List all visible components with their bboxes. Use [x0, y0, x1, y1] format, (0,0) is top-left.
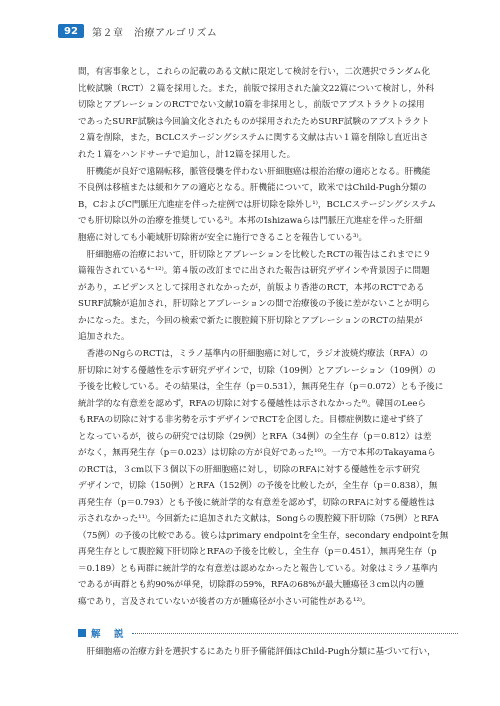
paragraph-2: 肝機能が良好で遠隔転移，脈管侵襲を伴わない肝細胞癌は根治治療の適応となる。肝機能 不良例は移植または緩和ケアの適応となる。肝機能について，欧米ではChild-Pugh分類の B，CおよびC門脈圧亢進症を伴った症例では肝切除を除外し¹⁾，BCLCステージングシステム でも肝切除以外の治療を推奨している²⁾。本邦のIshizawaらは門脈圧亢進症を伴った肝細 胞癌に対しても小範域肝切除術が安全に施行できることを報告している³⁾。 — [78, 166, 437, 243]
square-bullet-icon — [78, 629, 86, 637]
explanation-first-line: 肝細胞癌の治療方針を選択するにあたり肝予備能評価はChild-Pugh分類に基づいて行い， — [86, 647, 436, 657]
paragraph-3: 肝細胞癌の治療において，肝切除とアブレーションを比較したRCTの報告はこれまでに９ 篇報告されている⁴⁻¹²⁾。第４版の改訂までに出された報告は研究デザインや背景因子に問題 があり，エビデンスとして採用されなかったが，前版より香港のRCT，本邦のRCTである SURF試験が追加され，肝切除とアブレーションの間で治療後の予後に差がないことが明ら かになった。また，今回の検索で新たに腹腔鏡下肝切除とアブレーションのRCTの結果が 追加された。 — [78, 249, 432, 342]
page-header — [58, 24, 217, 38]
paragraph-1: 間，有害事象とし，これらの記載のある文献に限定して検討を行い，二次選択でランダム化 比較試験（RCT）２篇を採用した。また，前版で採用された論文22篇について検討し，外科 切除とアブレーションのRCTでない文献10篇を非採用とし，前版でアブストラクトの採用 であったSURF試験は今回論文化されたものが採用されたためSURF試験のアブストラクト ２篇を削除，また，BCLCステージングシステムに関する文献は古い１篇を削除し直近出さ れた１篇をハンドサーチで追加し，計12篇を採用した。 — [78, 67, 435, 160]
body-text — [78, 64, 458, 610]
dotted-rule — [132, 633, 458, 634]
page-number-badge: 92 — [58, 24, 84, 38]
section-title: 解 説 — [91, 629, 126, 640]
chapter-title: 第２章 治療アルゴリズム — [92, 27, 218, 39]
paragraph-4: 香港のNgらのRCTは，ミラノ基準内の肝細胞癌に対して，ラジオ波焼灼療法（RFA）の 肝切除に対する優越性を示す研究デザインで，切除（109例）とアブレーション（109例）の 予後を比較している。その結果は，全生存（p＝0.531），無再発生存（p＝0.072）とも予後に 統計学的な有意差を認めず，RFAの切除に対する優越性は示されなかった⁹⁾。韓国のLeeら もRFAの切除に対する非劣勢を示すデザインでRCTを企図した。目標症例数に達せず終了 となっているが，彼らの研究では切除（29例）とRFA（34例）の全生存（p＝0.812）は差 がなく，無再発生存（p＝0.023）は切除の方が良好であった¹⁰⁾。一方で本邦のTakayamaら のRCTは，３cm以下３個以下の肝細胞癌に対し，切除のRFAに対する優越性を示す研究 デザインで，切除（150例）とRFA（152例）の予後を比較したが，全生存（p＝0.838），無 再発生存（p＝0.793）とも予後に統計学的な有意差を認めず，切除のRFAに対する優越性は 示されなかった¹¹⁾。今回新たに追加された文献は，Songらの腹腔鏡下肝切除（75例）とRFA （75例）の予後の比較である。彼らはprimary endpointを全生存，secondary endpointを無 再発生存として腹腔鏡下肝切除とRFAの予後を比較し，全生存（p＝0.451），無再発生存（p ＝0.189）とも両群に統計学的な有意差は認めなかったと報告している。対象はミラノ基準内 であるが両群とも約90%が単発，切除群の59%，RFAの68%が最大腫瘍径３cm以内の腫 瘍であり，言及されていないが後者の方が腫瘍径が小さい可能性がある¹²⁾。 — [78, 349, 449, 607]
section-heading — [78, 626, 458, 640]
